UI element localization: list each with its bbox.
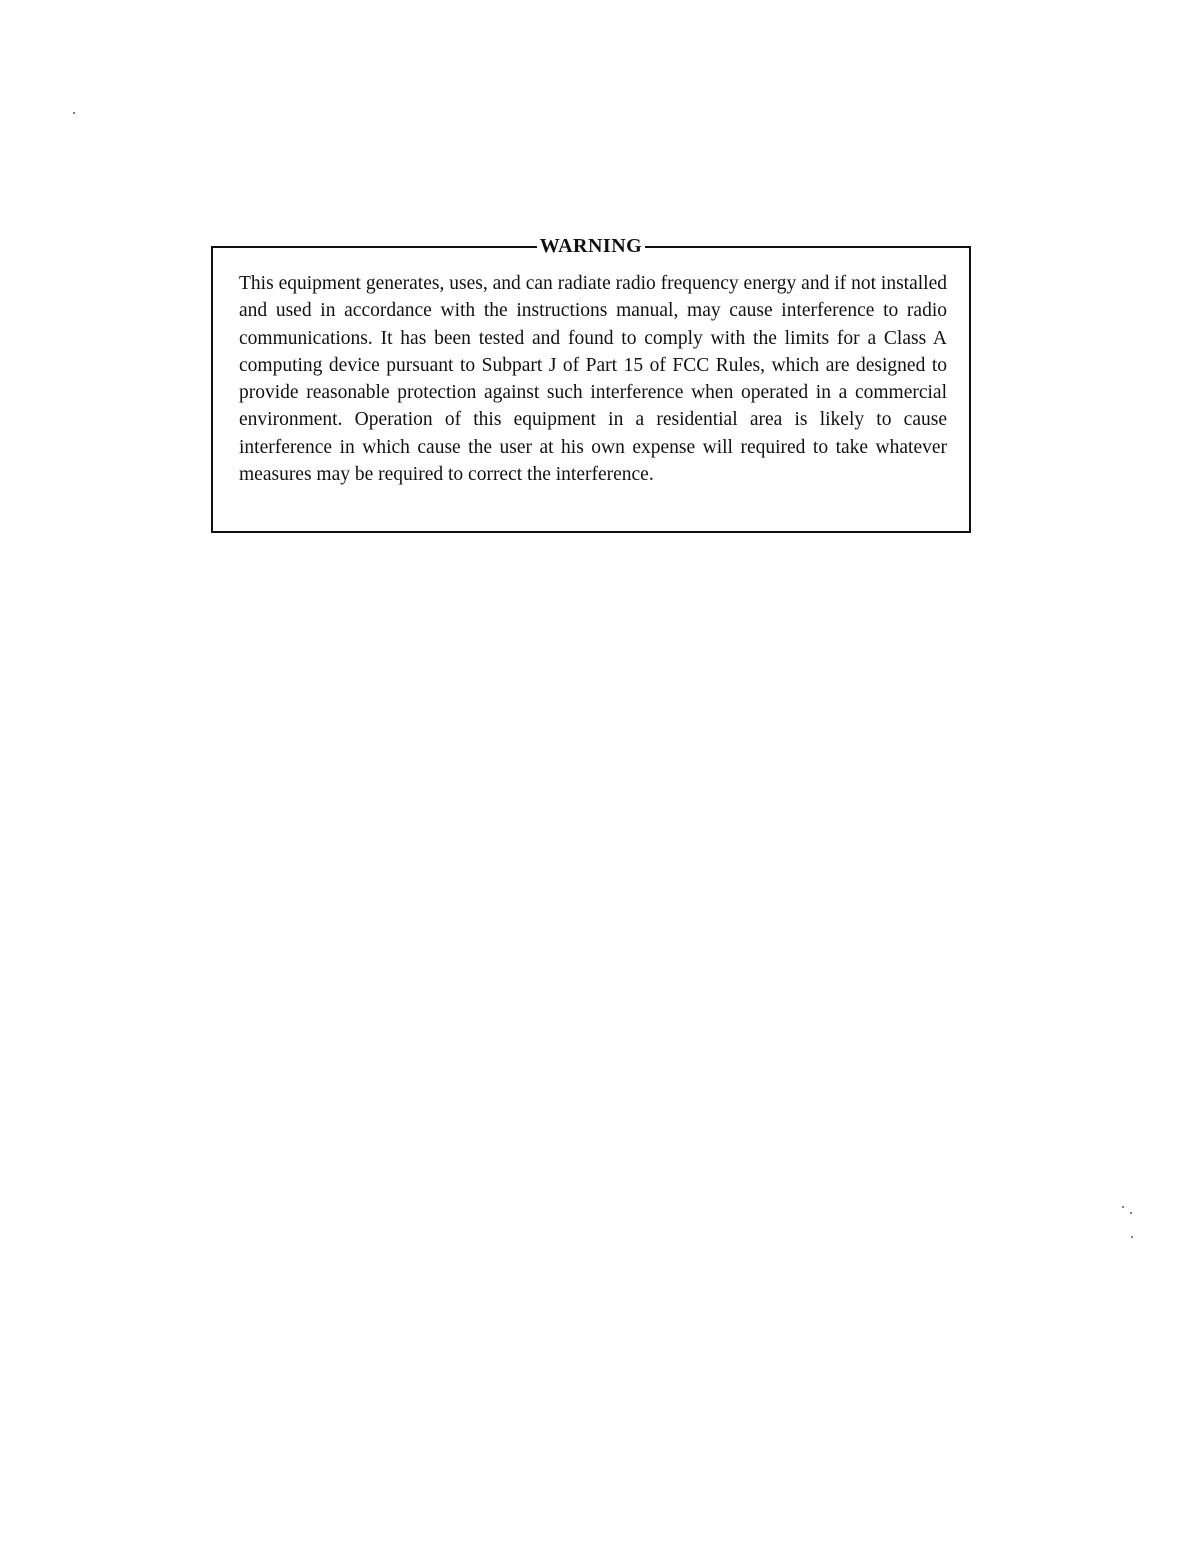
warning-box — [211, 235, 971, 533]
scan-speck — [1130, 1212, 1132, 1214]
warning-body-text: This equipment generates, uses, and can radiate radio frequency energy and if not installed and used in accordance with the instructions manual, may cause interference to radio communications. It has been tested and found to comply with the limits for a Class A computing device pursuant to Subpart J of Part 15 of FCC Rules, which are designed to provide reasonable protection against such interference when operated in a commercial environment. Operation of this equipment in a residential area is likely to cause interference in which cause the user at his own expense will required to take whatever measures may be required to correct the interference. — [239, 273, 947, 486]
scan-speck — [1131, 1236, 1133, 1238]
warning-title: WARNING — [537, 235, 645, 257]
warning-title-wrap — [213, 233, 969, 261]
scan-speck — [73, 112, 75, 114]
scan-speck — [1122, 1206, 1124, 1208]
